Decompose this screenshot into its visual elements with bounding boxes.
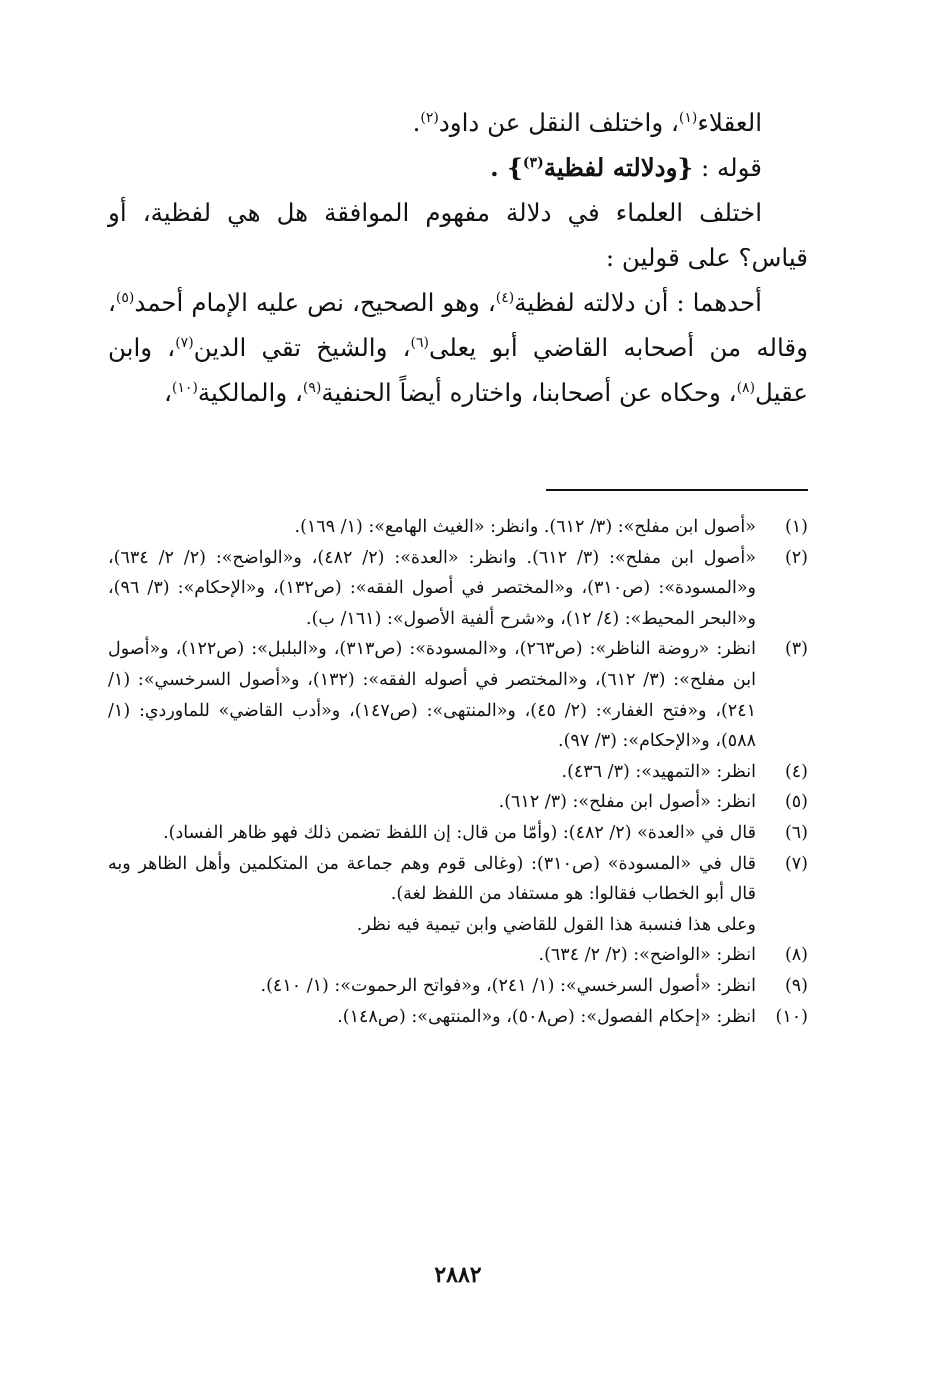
- footnote-number: (١): [784, 517, 808, 537]
- main-text-span: العقلاء: [697, 108, 762, 137]
- footnotes: [108, 512, 808, 1032]
- main-text-span: ، وابن عقيل: [108, 333, 808, 407]
- footnote-text: «أصول ابن مفلح»: (٣/ ٦١٢). وانظر: «العدة»: (٢/ ٤٨٢)، و«الواضح»: (٢/ ٢/ ٦٣٤)، و«المسودة»: (ص٣١٠)، و«المختصر في أصول الفقه»: (ص١٣٢)، و«الإحكام»: (٣/ ٩٦)، و«البحر المحيط»: (٤/ ١٢)، و«شرح ألفية الأصول»: (١٦١/ ب).: [108, 547, 757, 629]
- footnote-text: قال في «المسودة» (ص٣١٠): (وغالى قوم وهم جماعة من المتكلمين وأهل الظاهر وبه قال أبو الخطاب فقالوا: هو مستفاد من اللفظ لغة).: [108, 853, 756, 905]
- footnote-separator: [546, 489, 808, 491]
- footnote-ref: (٩): [302, 379, 322, 396]
- main-line-1: [108, 100, 808, 145]
- footnote-number: (٧): [784, 853, 808, 874]
- main-text-span: ، والشيخ تقي الدين: [193, 333, 411, 362]
- main-paragraph-2: [108, 280, 808, 415]
- footnote-text: انظر: «روضة الناظر»: (ص٢٦٣)، و«المسودة»: (ص٣١٣)، و«البلبل»: (ص١٢٢)، و«أصول ابن مفلح»: (٣/ ٦١٢)، و«المختصر في أصوله الفقه»: (١٣٢)، و«أصول السرخسي»: (١/ ٢٤١)، و«فتح الغفار»: (٢/ ٤٥)، و«المنتهى»: (ص١٤٧)، و«أدب القاضي» للماوردي: (١/ ٥٨٨)، و«الإحكام»: (٣/ ٩٧).: [108, 639, 756, 752]
- main-text-span: ، وهو الصحيح، نص عليه الإمام أحمد: [134, 288, 496, 317]
- footnote-number: (٦): [784, 822, 808, 843]
- main-text-span: ، وقاله من أصحابه القاضي أبو يعلى: [108, 288, 808, 362]
- footnote-ref: (٣): [522, 154, 544, 171]
- page-number: ٢٨٨٢: [434, 1262, 482, 1288]
- footnote-text: انظر: «الواضح»: (٢/ ٢/ ٦٣٤).: [538, 945, 756, 966]
- footnote-7: [108, 849, 808, 910]
- footnote-ref: (٤): [495, 289, 515, 306]
- footnote-number: (٤): [784, 761, 808, 782]
- footnote-ref: (٢): [420, 109, 439, 126]
- footnote-number: (١٠): [775, 1006, 808, 1027]
- footnote-text: انظر: «التمهيد»: (٣/ ٤٣٦).: [561, 761, 756, 782]
- footnote-ref: (١٠): [171, 379, 198, 396]
- main-text-span: أحدهما : أن دلالته لفظية: [514, 288, 762, 317]
- main-line-2: [108, 145, 808, 190]
- main-text-span: قوله :: [693, 153, 762, 182]
- main-text: [108, 100, 808, 415]
- book-page: [108, 0, 808, 1379]
- footnote-number: (٢): [784, 547, 808, 568]
- footnote-text: انظر: «إحكام الفصول»: (ص٥٠٨)، و«المنتهى»: (ص١٤٨).: [337, 1006, 756, 1027]
- footnote-3: [108, 634, 808, 756]
- quoted-text: } .: [490, 153, 523, 182]
- footnote-text: انظر: «أصول السرخسي»: (١/ ٢٤١)، و«فواتح الرحموت»: (١/ ٤١٠).: [260, 975, 756, 996]
- main-text-span: ، واختلف النقل عن داود: [438, 108, 679, 137]
- footnote-5: [108, 787, 808, 818]
- footnote-ref: (٦): [410, 334, 430, 351]
- footnote-4: [108, 757, 808, 788]
- footnote-ref: (٨): [736, 379, 756, 396]
- footnote-text: قال في «العدة» (٢/ ٤٨٢): (وأمّا من قال: إن اللفظ تضمن ذلك فهو ظاهر الفساد).: [163, 822, 756, 843]
- footnote-number: (٩): [784, 975, 808, 996]
- main-text-span: .: [412, 108, 421, 137]
- main-paragraph-1: اختلف العلماء في دلالة مفهوم الموافقة هل هي لفظية، أو قياس؟ على قولين :: [108, 198, 808, 272]
- footnote-number: (٥): [784, 792, 808, 813]
- main-text-span: ،: [164, 378, 172, 407]
- main-text-span: ، والمالكية: [197, 378, 303, 407]
- footnote-text: «أصول ابن مفلح»: (٣/ ٦١٢). وانظر: «الغيث الهامع»: (١/ ١٦٩).: [294, 517, 756, 537]
- quoted-text: {ودلالته لفظية: [543, 153, 694, 182]
- footnote-8: [108, 940, 808, 971]
- main-text-span: ، وحكاه عن أصحابنا، واختاره أيضاً الحنفية: [321, 378, 737, 407]
- footnote-ref: (٧): [175, 334, 194, 351]
- footnote-1: [108, 512, 808, 543]
- footnote-ref: (٥): [115, 289, 135, 306]
- footnote-7-continuation: وعلى هذا فنسبة هذا القول للقاضي وابن تيمية فيه نظر.: [356, 914, 756, 935]
- footnote-2: [108, 543, 808, 635]
- footnote-text: انظر: «أصول ابن مفلح»: (٣/ ٦١٢).: [498, 792, 756, 813]
- footnote-ref: (١): [678, 109, 698, 126]
- footnote-number: (٣): [784, 639, 808, 660]
- footnote-number: (٨): [784, 945, 808, 966]
- footnote-6: [108, 818, 808, 849]
- footnote-9: [108, 971, 808, 1002]
- footnote-10: [108, 1002, 808, 1033]
